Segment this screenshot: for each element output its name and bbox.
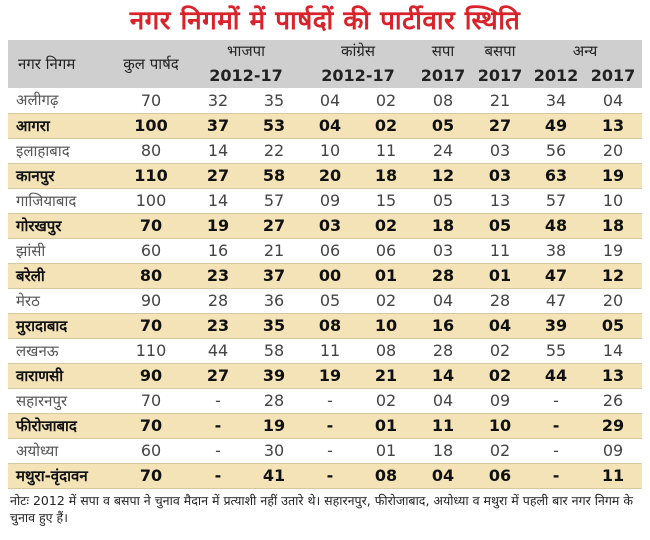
cell-sp-2017: 14 <box>414 363 472 388</box>
cell-bjp-2012: 27 <box>190 163 246 188</box>
table-row <box>8 113 642 138</box>
cell-total: 110 <box>112 163 190 188</box>
cell-sp-2017: 18 <box>414 213 472 238</box>
table-row <box>8 238 642 263</box>
cell-bjp-2012: 23 <box>190 313 246 338</box>
cell-other-2012: 63 <box>528 163 584 188</box>
cell-congress-2017: 08 <box>358 463 414 488</box>
cell-total: 60 <box>112 438 190 463</box>
cell-total: 100 <box>112 188 190 213</box>
cell-city: गोरखपुर <box>8 213 112 238</box>
cell-other-2017: 19 <box>584 163 642 188</box>
cell-other-2012: - <box>528 463 584 488</box>
cell-bjp-2012: 14 <box>190 138 246 163</box>
cell-bjp-2012: - <box>190 438 246 463</box>
table-row <box>8 413 642 438</box>
cell-bsp-2017: 05 <box>472 213 528 238</box>
cell-congress-2017: 02 <box>358 288 414 313</box>
table-row <box>8 213 642 238</box>
table-row <box>8 88 642 113</box>
cell-sp-2017: 16 <box>414 313 472 338</box>
cell-congress-2012: 05 <box>302 288 358 313</box>
cell-congress-2012: 08 <box>302 313 358 338</box>
table-row <box>8 363 642 388</box>
cell-bjp-2017: 35 <box>246 88 302 113</box>
table-row <box>8 138 642 163</box>
cell-other-2017: 11 <box>584 463 642 488</box>
cell-bsp-2017: 21 <box>472 88 528 113</box>
cell-bsp-2017: 28 <box>472 288 528 313</box>
cell-bjp-2017: 37 <box>246 263 302 288</box>
cell-bsp-2017: 27 <box>472 113 528 138</box>
cell-other-2012: 48 <box>528 213 584 238</box>
header-congress-years: 2012-17 <box>302 62 414 88</box>
cell-bjp-2017: 36 <box>246 288 302 313</box>
cell-other-2012: 56 <box>528 138 584 163</box>
cell-sp-2017: 12 <box>414 163 472 188</box>
cell-congress-2012: 10 <box>302 138 358 163</box>
cell-congress-2017: 01 <box>358 413 414 438</box>
cell-sp-2017: 03 <box>414 238 472 263</box>
cell-other-2017: 14 <box>584 338 642 363</box>
table-row <box>8 263 642 288</box>
cell-other-2017: 13 <box>584 113 642 138</box>
cell-other-2012: 44 <box>528 363 584 388</box>
cell-sp-2017: 04 <box>414 288 472 313</box>
cell-other-2012: 39 <box>528 313 584 338</box>
cell-bjp-2012: 19 <box>190 213 246 238</box>
cell-bsp-2017: 13 <box>472 188 528 213</box>
cell-bsp-2017: 02 <box>472 363 528 388</box>
cell-sp-2017: 04 <box>414 388 472 413</box>
cell-sp-2017: 08 <box>414 88 472 113</box>
header-bsp-year: 2017 <box>472 62 528 88</box>
cell-sp-2017: 04 <box>414 463 472 488</box>
cell-bjp-2017: 58 <box>246 163 302 188</box>
cell-other-2012: 47 <box>528 288 584 313</box>
footnote: नोटः 2012 में सपा व बसपा ने चुनाव मैदान में प्रत्याशी नहीं उतारे थे। सहारनपुर, फीरोजाबाद, अयोध्या व मथुरा में पहली बार नगर निगम के चुनाव हुए हैं। <box>10 492 633 525</box>
header-sp: सपा <box>414 40 472 62</box>
cell-other-2017: 04 <box>584 88 642 113</box>
cell-other-2017: 10 <box>584 188 642 213</box>
cell-total: 70 <box>112 388 190 413</box>
cell-congress-2017: 10 <box>358 313 414 338</box>
cell-congress-2017: 02 <box>358 388 414 413</box>
cell-other-2012: 47 <box>528 263 584 288</box>
cell-other-2017: 05 <box>584 313 642 338</box>
cell-bjp-2017: 22 <box>246 138 302 163</box>
table-row <box>8 188 642 213</box>
cell-bjp-2012: 37 <box>190 113 246 138</box>
cell-congress-2017: 02 <box>358 113 414 138</box>
cell-bjp-2017: 35 <box>246 313 302 338</box>
cell-bjp-2017: 19 <box>246 413 302 438</box>
table-row <box>8 313 642 338</box>
cell-bjp-2017: 41 <box>246 463 302 488</box>
cell-city: अलीगढ़ <box>8 88 112 113</box>
cell-congress-2012: 11 <box>302 338 358 363</box>
cell-total: 70 <box>112 88 190 113</box>
cell-bjp-2012: 16 <box>190 238 246 263</box>
table-row <box>8 388 642 413</box>
cell-bsp-2017: 03 <box>472 138 528 163</box>
cell-congress-2017: 11 <box>358 138 414 163</box>
cell-city: लखनऊ <box>8 338 112 363</box>
cell-bjp-2017: 57 <box>246 188 302 213</box>
cell-bjp-2012: - <box>190 413 246 438</box>
cell-total: 90 <box>112 363 190 388</box>
cell-total: 70 <box>112 463 190 488</box>
cell-other-2012: - <box>528 413 584 438</box>
cell-bsp-2017: 03 <box>472 163 528 188</box>
cell-city: मथुरा-वृंदावन <box>8 463 112 488</box>
cell-other-2017: 09 <box>584 438 642 463</box>
cell-other-2012: 57 <box>528 188 584 213</box>
cell-congress-2012: 03 <box>302 213 358 238</box>
header-congress: कांग्रेस <box>302 40 414 62</box>
cell-city: इलाहाबाद <box>8 138 112 163</box>
cell-other-2012: 34 <box>528 88 584 113</box>
cell-bjp-2012: 14 <box>190 188 246 213</box>
cell-sp-2017: 28 <box>414 263 472 288</box>
cell-other-2012: 38 <box>528 238 584 263</box>
cell-city: अयोध्या <box>8 438 112 463</box>
cell-other-2012: - <box>528 388 584 413</box>
header-bjp-years: 2012-17 <box>190 62 302 88</box>
table-header <box>8 40 642 88</box>
cell-bjp-2012: 32 <box>190 88 246 113</box>
cell-city: बरेली <box>8 263 112 288</box>
header-city: नगर निगम <box>8 40 112 88</box>
cell-sp-2017: 24 <box>414 138 472 163</box>
cell-total: 60 <box>112 238 190 263</box>
cell-city: मुरादाबाद <box>8 313 112 338</box>
table-row <box>8 463 642 488</box>
cell-congress-2012: 06 <box>302 238 358 263</box>
cell-other-2017: 18 <box>584 213 642 238</box>
cell-bjp-2017: 53 <box>246 113 302 138</box>
cell-congress-2017: 21 <box>358 363 414 388</box>
page-title: नगर निगमों में पार्षदों की पार्टीवार स्थिति <box>129 6 521 36</box>
cell-city: आगरा <box>8 113 112 138</box>
cell-other-2012: 55 <box>528 338 584 363</box>
cell-bjp-2017: 28 <box>246 388 302 413</box>
cell-total: 110 <box>112 338 190 363</box>
header-other-year-2017: 2017 <box>584 62 642 88</box>
cell-bsp-2017: 01 <box>472 263 528 288</box>
cell-bsp-2017: 09 <box>472 388 528 413</box>
cell-total: 70 <box>112 213 190 238</box>
cell-congress-2012: 04 <box>302 113 358 138</box>
cell-other-2017: 20 <box>584 288 642 313</box>
cell-bjp-2012: - <box>190 388 246 413</box>
cell-bjp-2012: 27 <box>190 363 246 388</box>
cell-congress-2012: 19 <box>302 363 358 388</box>
cell-other-2012: 49 <box>528 113 584 138</box>
cell-sp-2017: 28 <box>414 338 472 363</box>
cell-total: 90 <box>112 288 190 313</box>
cell-congress-2012: 09 <box>302 188 358 213</box>
cell-total: 70 <box>112 313 190 338</box>
cell-bjp-2012: 44 <box>190 338 246 363</box>
header-other: अन्य <box>528 40 642 62</box>
cell-city: कानपुर <box>8 163 112 188</box>
cell-bjp-2012: - <box>190 463 246 488</box>
cell-bjp-2017: 30 <box>246 438 302 463</box>
cell-congress-2012: 04 <box>302 88 358 113</box>
table-row <box>8 288 642 313</box>
cell-bsp-2017: 02 <box>472 438 528 463</box>
cell-congress-2012: - <box>302 413 358 438</box>
cell-congress-2017: 15 <box>358 188 414 213</box>
cell-sp-2017: 18 <box>414 438 472 463</box>
cell-other-2017: 20 <box>584 138 642 163</box>
cell-city: मेरठ <box>8 288 112 313</box>
cell-bjp-2012: 23 <box>190 263 246 288</box>
cell-congress-2017: 06 <box>358 238 414 263</box>
table-row <box>8 438 642 463</box>
header-sp-year: 2017 <box>414 62 472 88</box>
cell-bjp-2017: 39 <box>246 363 302 388</box>
cell-sp-2017: 05 <box>414 188 472 213</box>
table-row <box>8 338 642 363</box>
cell-other-2017: 26 <box>584 388 642 413</box>
cell-bsp-2017: 10 <box>472 413 528 438</box>
table-row <box>8 163 642 188</box>
cell-congress-2012: 20 <box>302 163 358 188</box>
cell-congress-2017: 02 <box>358 88 414 113</box>
cell-other-2017: 29 <box>584 413 642 438</box>
cell-congress-2012: - <box>302 438 358 463</box>
cell-congress-2017: 01 <box>358 263 414 288</box>
cell-bsp-2017: 06 <box>472 463 528 488</box>
cell-city: वाराणसी <box>8 363 112 388</box>
cell-bjp-2012: 28 <box>190 288 246 313</box>
cell-congress-2012: - <box>302 463 358 488</box>
header-total: कुल पार्षद <box>112 40 190 88</box>
cell-city: सहारनपुर <box>8 388 112 413</box>
cell-congress-2017: 02 <box>358 213 414 238</box>
cell-bjp-2017: 58 <box>246 338 302 363</box>
councillor-table <box>8 40 642 489</box>
cell-bjp-2017: 21 <box>246 238 302 263</box>
header-bjp: भाजपा <box>190 40 302 62</box>
cell-congress-2017: 08 <box>358 338 414 363</box>
cell-total: 80 <box>112 263 190 288</box>
cell-total: 100 <box>112 113 190 138</box>
cell-city: झांसी <box>8 238 112 263</box>
cell-bsp-2017: 11 <box>472 238 528 263</box>
cell-bsp-2017: 02 <box>472 338 528 363</box>
cell-congress-2017: 01 <box>358 438 414 463</box>
cell-congress-2012: 00 <box>302 263 358 288</box>
table-body <box>8 88 642 488</box>
cell-other-2012: - <box>528 438 584 463</box>
cell-city: गाजियाबाद <box>8 188 112 213</box>
cell-bjp-2017: 27 <box>246 213 302 238</box>
cell-sp-2017: 05 <box>414 113 472 138</box>
header-other-year-2012: 2012 <box>528 62 584 88</box>
cell-other-2017: 13 <box>584 363 642 388</box>
header-bsp: बसपा <box>472 40 528 62</box>
cell-congress-2017: 18 <box>358 163 414 188</box>
cell-sp-2017: 11 <box>414 413 472 438</box>
cell-total: 70 <box>112 413 190 438</box>
cell-bsp-2017: 04 <box>472 313 528 338</box>
cell-total: 80 <box>112 138 190 163</box>
cell-other-2017: 12 <box>584 263 642 288</box>
cell-other-2017: 19 <box>584 238 642 263</box>
cell-city: फीरोजाबाद <box>8 413 112 438</box>
cell-congress-2012: - <box>302 388 358 413</box>
